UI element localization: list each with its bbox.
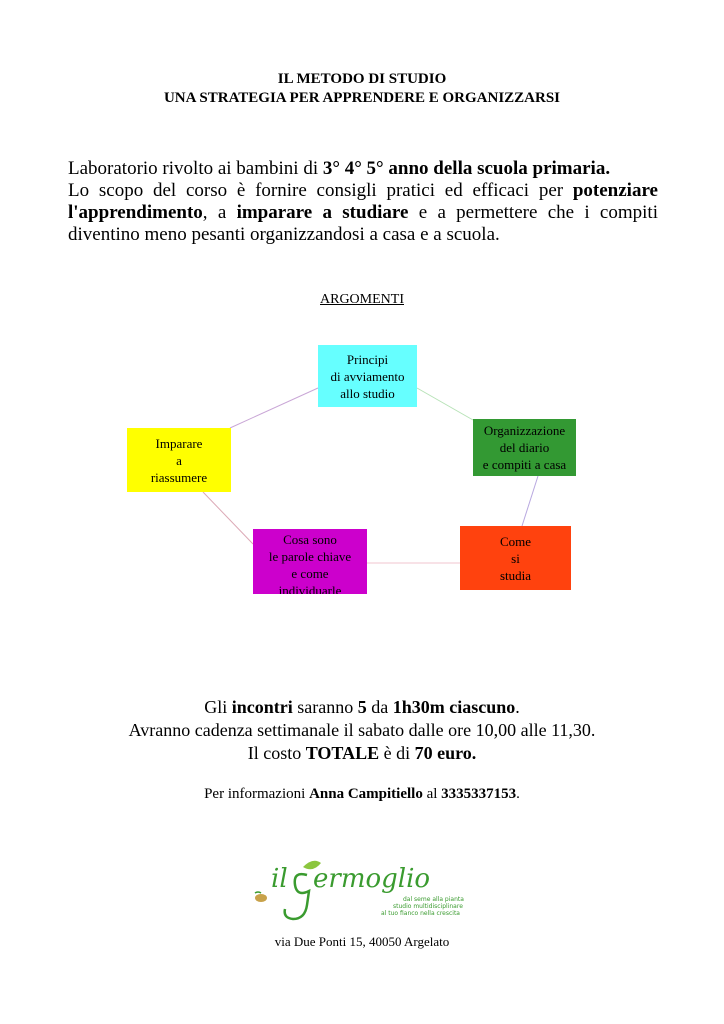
logo-text-ermoglio: ermoglio <box>313 864 431 894</box>
topic-label: le parole chiave <box>268 549 352 564</box>
topic-label: Organizzazione <box>483 423 566 438</box>
topic-label: Cosa sono <box>283 532 337 547</box>
intro-text-segment: Lo scopo del corso è fornire consigli pratici ed efficaci per <box>68 180 573 201</box>
info-bold-segment: TOTALE <box>305 743 380 763</box>
topic-box-come <box>460 526 571 590</box>
info-text-segment: Gli <box>204 697 232 717</box>
topic-label: Imparare <box>155 435 203 451</box>
logo-text-il: il <box>271 864 288 894</box>
title-line-1: IL METODO DI STUDIO <box>277 71 447 87</box>
topic-label: Come <box>499 533 532 549</box>
info-line-incontri <box>0 697 724 718</box>
germoglio-logo <box>245 845 490 925</box>
info-line-costo <box>0 743 724 764</box>
intro-text-segment: e a permettere che i compiti diventino meno pesanti organizzandosi a casa e a scuola. <box>68 202 658 245</box>
topic-label: si <box>511 550 520 566</box>
topic-label: del diario <box>499 440 550 455</box>
topic-label: di avviamento <box>330 368 405 384</box>
connector-organizzazione-come <box>522 476 538 526</box>
topic-label: individuarle <box>278 583 342 594</box>
info-text-segment: saranno <box>292 697 358 717</box>
logo-seed-icon <box>255 894 267 902</box>
info-text-segment: è di <box>379 743 415 763</box>
info-bold-segment: incontri <box>231 697 293 717</box>
contact-line <box>0 786 724 803</box>
title-line-2: UNA STRATEGIA PER APPRENDERE E ORGANIZZARSI <box>163 90 561 106</box>
contact-text-segment: . <box>516 786 520 802</box>
contact-text-segment: Per informazioni <box>204 786 310 802</box>
topic-label: allo studio <box>340 385 395 401</box>
topics-heading: ARGOMENTI <box>320 292 404 307</box>
intro-highlight: potenziare l'apprendimento <box>68 180 658 223</box>
topic-box-parole-chiave <box>253 529 367 594</box>
info-text-segment: Il costo <box>247 743 306 763</box>
connector-riassumere-parole <box>203 492 253 544</box>
logo-sprout-icon <box>255 892 261 893</box>
logo-g-flourish <box>285 874 309 919</box>
topic-label: Principi <box>346 351 389 367</box>
info-line-cadenza: Avranno cadenza settimanale il sabato dalle ore 10,00 alle 11,30. <box>128 720 596 740</box>
intro-target-classes: 3° 4° 5° anno della scuola primaria. <box>322 158 611 179</box>
intro-text-segment: , a <box>202 202 237 223</box>
logo-tagline-1: dal seme alla pianta <box>403 896 464 903</box>
topic-box-riassumere <box>127 428 231 492</box>
logo-tagline-3: al tuo fianco nella crescita <box>381 910 460 917</box>
info-bold-segment: 70 euro. <box>414 743 477 763</box>
contact-phone: 3335337153 <box>441 786 517 802</box>
address: via Due Ponti 15, 40050 Argelato <box>274 934 450 949</box>
info-text-segment: . <box>515 697 520 717</box>
connector-principi-organizzazione <box>417 388 473 420</box>
contact-name: Anna Campitiello <box>309 786 423 802</box>
connector-principi-riassumere <box>230 388 318 428</box>
topic-box-organizzazione <box>473 419 576 476</box>
topic-label: e come <box>291 566 329 581</box>
topic-label: e compiti a casa <box>482 457 567 472</box>
intro-text-segment: Laboratorio rivolto ai bambini di <box>68 158 323 179</box>
topic-label: studia <box>499 567 532 583</box>
intro-highlight: imparare a studiare <box>236 202 409 223</box>
info-bold-segment: 1h30m ciascuno <box>392 697 516 717</box>
topic-label: a <box>176 452 182 468</box>
logo-tagline-2: studio multidisciplinare <box>393 903 463 910</box>
info-bold-segment: 5 <box>357 697 367 717</box>
info-text-segment: da <box>366 697 393 717</box>
topic-label: riassumere <box>150 469 208 485</box>
topic-box-principi <box>318 345 417 407</box>
contact-text-segment: al <box>422 786 442 802</box>
